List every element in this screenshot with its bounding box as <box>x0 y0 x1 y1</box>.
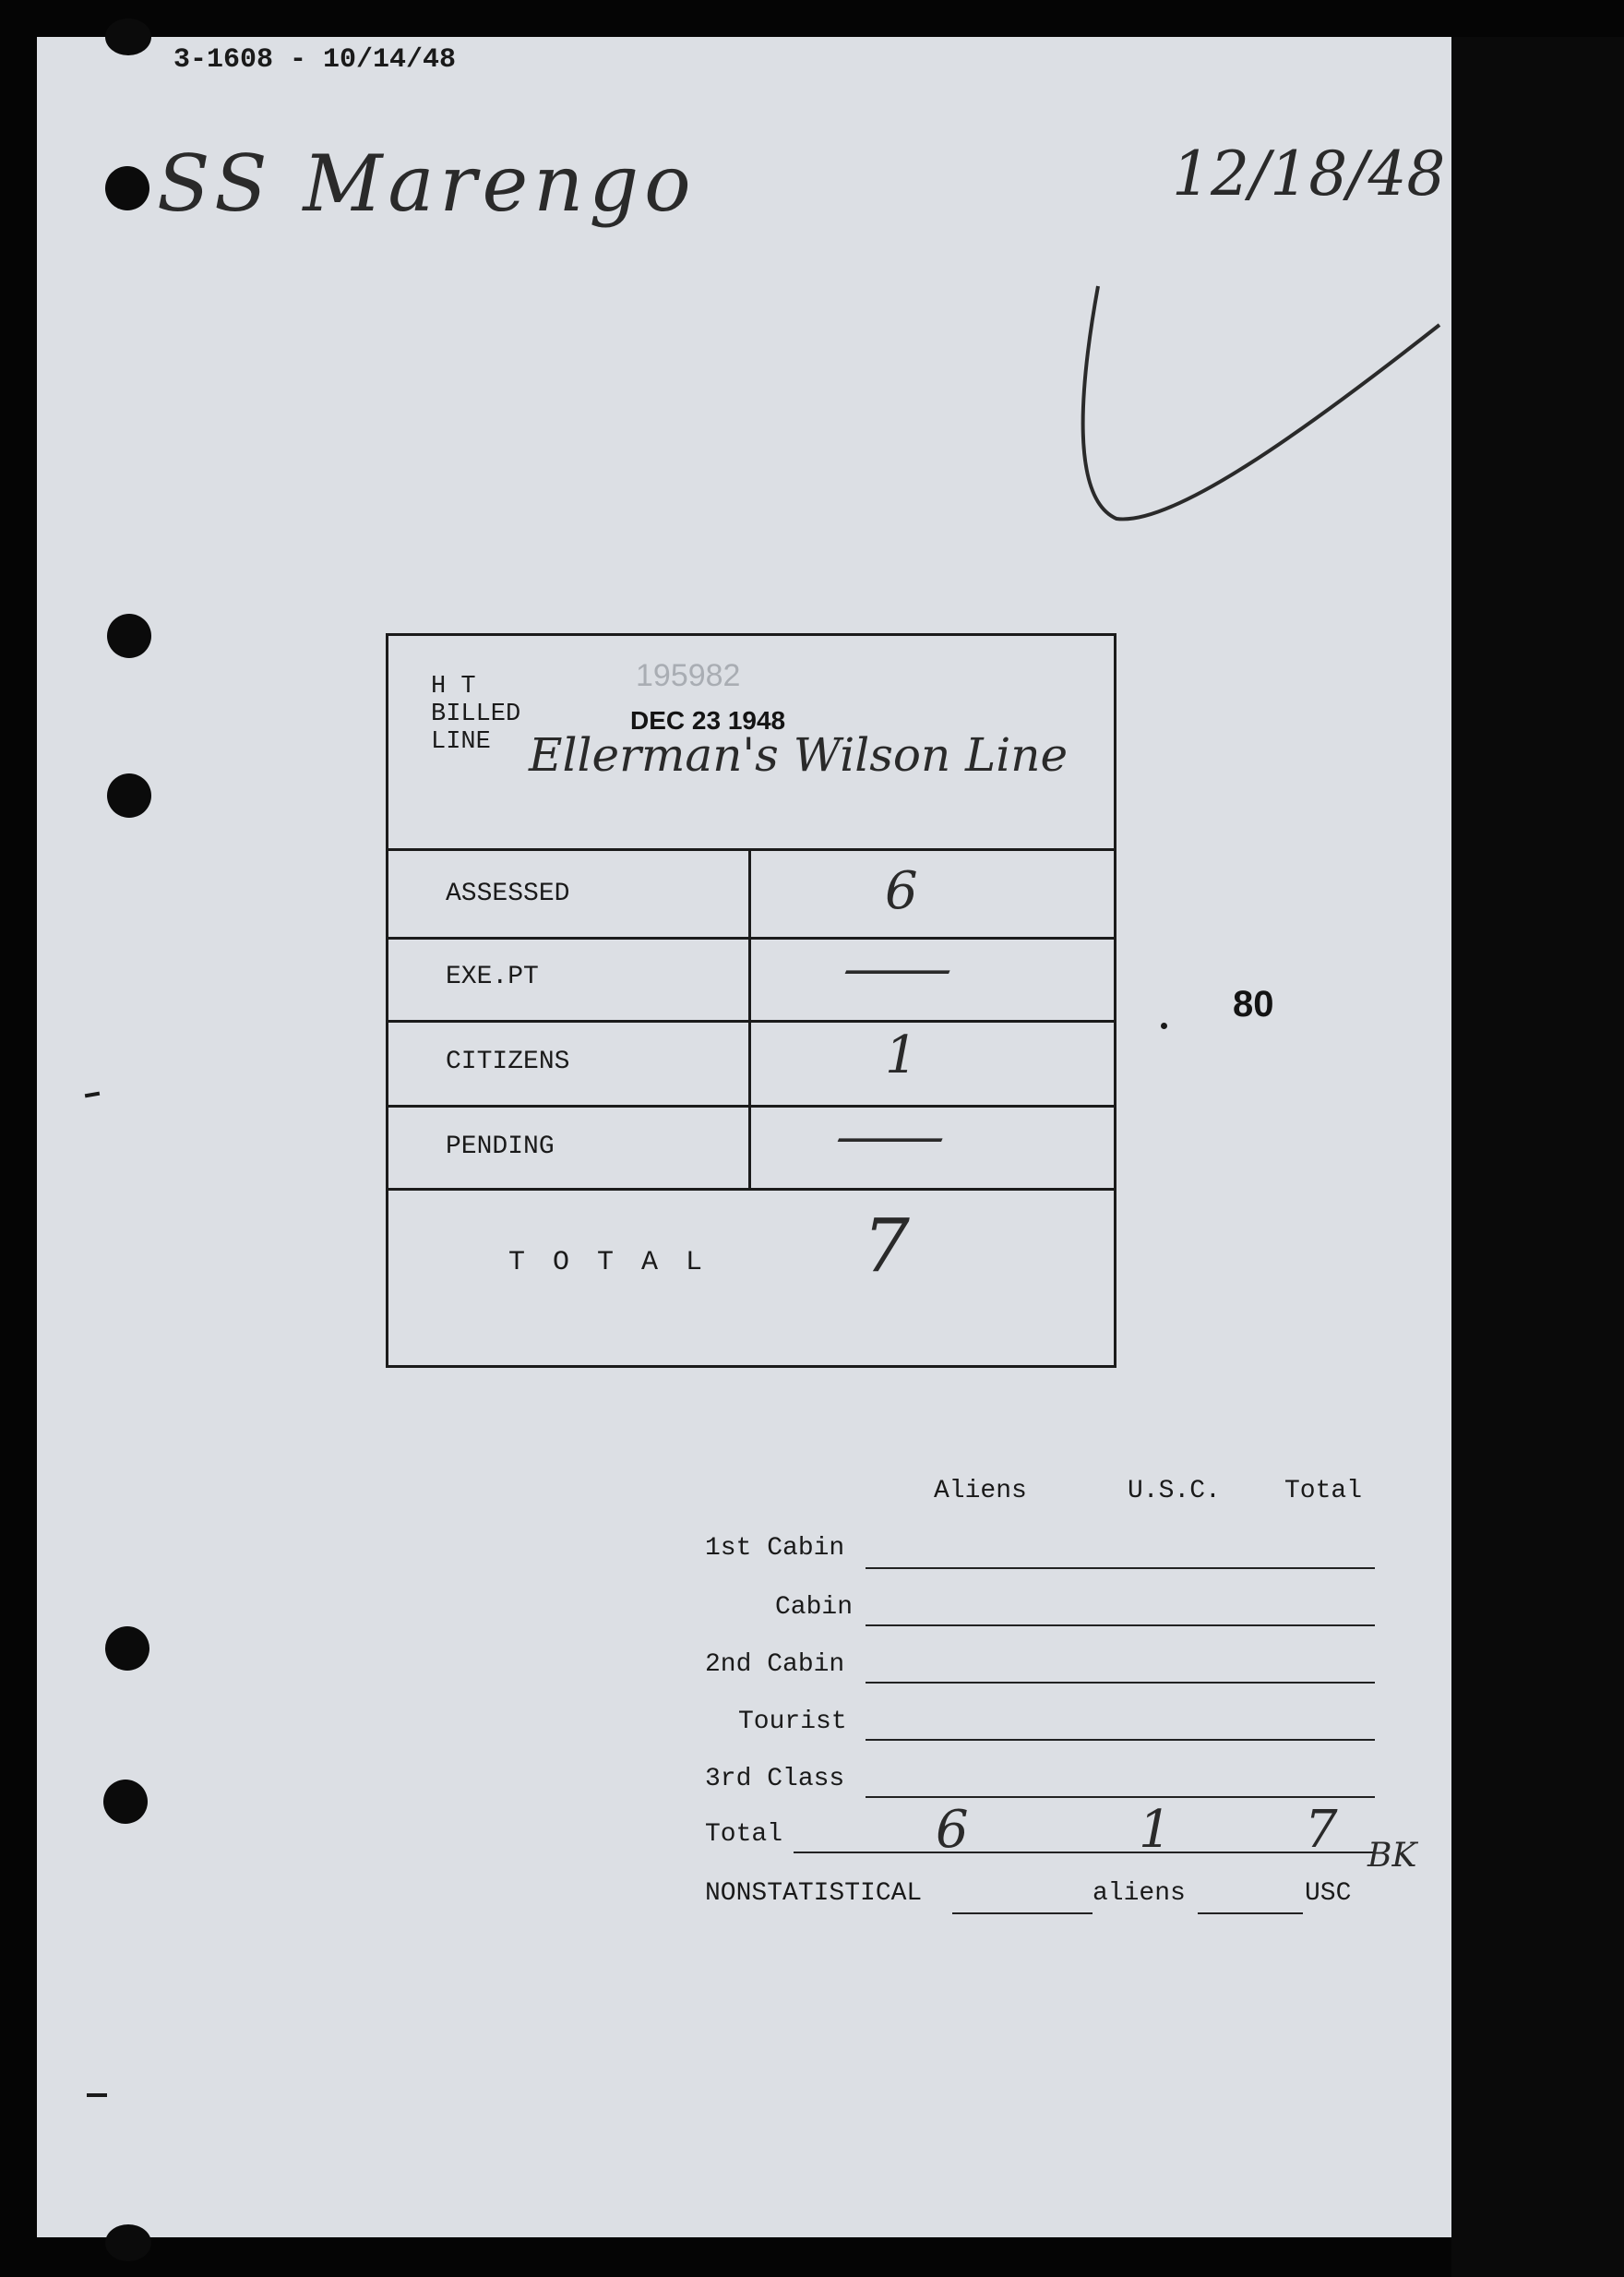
row-value-exempt: — <box>841 939 955 999</box>
margin-mark <box>87 2093 107 2097</box>
row-label-tourist: Tourist <box>738 1708 847 1736</box>
punch-hole <box>107 614 151 658</box>
handwritten-date: 12/18/48 <box>1172 138 1446 210</box>
nonstatistical-aliens-label: aliens <box>1093 1879 1186 1908</box>
row-value-assessed: 6 <box>885 861 918 921</box>
punch-hole <box>105 1626 149 1671</box>
scan-edge <box>1451 37 1624 2277</box>
total-label: T O T A L <box>508 1247 709 1278</box>
total-usc-value: 1 <box>1139 1800 1172 1860</box>
initials: BK <box>1367 1837 1417 1875</box>
punch-hole <box>105 166 149 210</box>
row-value-citizens: 1 <box>885 1025 918 1085</box>
divider <box>388 937 1114 940</box>
fill-line <box>866 1624 1375 1626</box>
row-label-1st-cabin: 1st Cabin <box>705 1534 845 1563</box>
check-mark-icon <box>1061 277 1449 535</box>
divider <box>388 848 1114 851</box>
row-value-pending: — <box>833 1107 948 1167</box>
punch-hole <box>105 2224 151 2261</box>
fill-line <box>794 1852 1375 1853</box>
side-number: 80 <box>1233 984 1274 1025</box>
nonstatistical-label: NONSTATISTICAL <box>705 1879 923 1908</box>
nonstatistical-usc-label: USC <box>1305 1879 1352 1908</box>
total-aliens-value: 6 <box>936 1800 969 1860</box>
ship-name: SS Marengo <box>157 138 697 229</box>
label-billed: BILLED <box>431 701 521 728</box>
row-label-citizens: CITIZENS <box>446 1048 570 1076</box>
line-name: Ellerman's Wilson Line <box>529 728 1069 782</box>
billing-box <box>386 633 1116 1368</box>
label-ht: H T <box>431 673 476 701</box>
stamp-date: DEC 23 1948 <box>630 706 786 735</box>
divider <box>388 1020 1114 1023</box>
column-divider <box>748 848 751 1190</box>
row-label-total: Total <box>705 1820 783 1849</box>
form-number: 3-1608 - 10/14/48 <box>173 44 457 76</box>
stamp-serial: 195982 <box>636 658 741 693</box>
divider <box>388 1105 1114 1108</box>
row-label-exempt: EXE.PT <box>446 963 539 991</box>
row-label-cabin: Cabin <box>775 1593 854 1622</box>
punch-hole <box>105 18 151 55</box>
margin-mark <box>1161 1023 1167 1029</box>
row-label-pending: PENDING <box>446 1133 555 1161</box>
fill-line <box>866 1739 1375 1741</box>
column-header-usc: U.S.C. <box>1128 1477 1221 1505</box>
divider <box>388 1188 1114 1191</box>
row-label-2nd-cabin: 2nd Cabin <box>705 1650 845 1679</box>
punch-hole <box>103 1780 148 1824</box>
label-line: LINE <box>431 728 491 756</box>
punch-hole <box>107 773 151 818</box>
fill-line <box>866 1567 1375 1569</box>
row-label-3rd-class: 3rd Class <box>705 1765 845 1793</box>
fill-line <box>952 1912 1093 1914</box>
total-total-value: 7 <box>1305 1800 1338 1860</box>
total-value: 7 <box>863 1203 910 1288</box>
fill-line <box>866 1796 1375 1798</box>
column-header-aliens: Aliens <box>934 1477 1027 1505</box>
column-header-total: Total <box>1284 1477 1363 1505</box>
row-label-assessed: ASSESSED <box>446 880 570 908</box>
fill-line <box>866 1682 1375 1684</box>
fill-line <box>1198 1912 1303 1914</box>
